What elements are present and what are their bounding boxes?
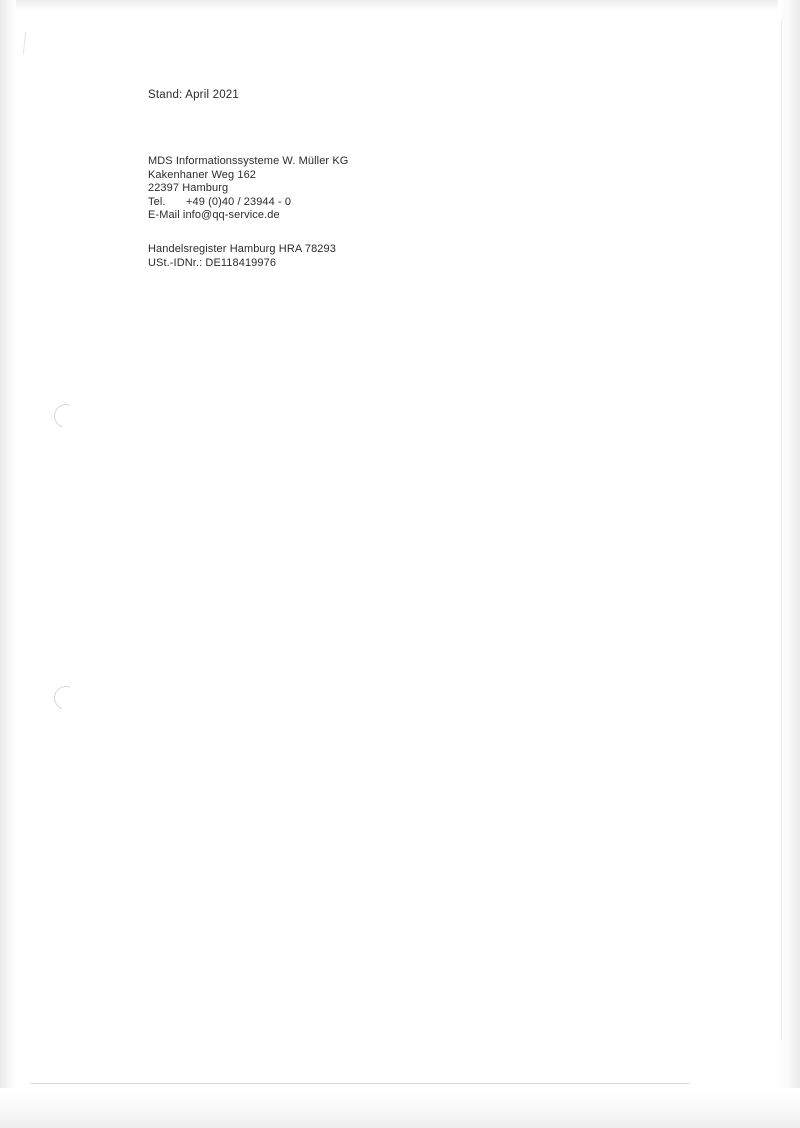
company-street: Kakenhaner Weg 162 <box>148 168 257 181</box>
sheet-right-edge <box>781 20 782 1040</box>
status-line: Stand: April 2021 <box>148 89 239 101</box>
corner-mark <box>23 32 26 54</box>
company-name: MDS Informationssysteme W. Müller KG <box>148 155 349 167</box>
company-address-block <box>148 155 668 223</box>
company-phone-row <box>148 196 668 210</box>
scan-edge-left <box>0 0 16 1128</box>
company-city: 22397 Hamburg <box>148 182 229 195</box>
registration-block <box>148 243 668 270</box>
document-content <box>148 88 668 270</box>
phone-value: +49 (0)40 / 23944 - 0 <box>186 195 292 208</box>
scan-edge-bottom <box>0 1088 800 1128</box>
commercial-register: Handelsregister Hamburg HRA 78293 <box>148 242 336 255</box>
vat-id: USt.-IDNr.: DE118419976 <box>148 256 277 269</box>
company-email: E-Mail info@qq-service.de <box>148 209 280 222</box>
scan-edge-top <box>0 0 800 10</box>
phone-label: Tel. <box>148 195 166 208</box>
punch-hole-mark-top <box>50 400 82 432</box>
sheet-bottom-edge <box>30 1083 690 1084</box>
punch-hole-mark-bottom <box>50 682 82 714</box>
